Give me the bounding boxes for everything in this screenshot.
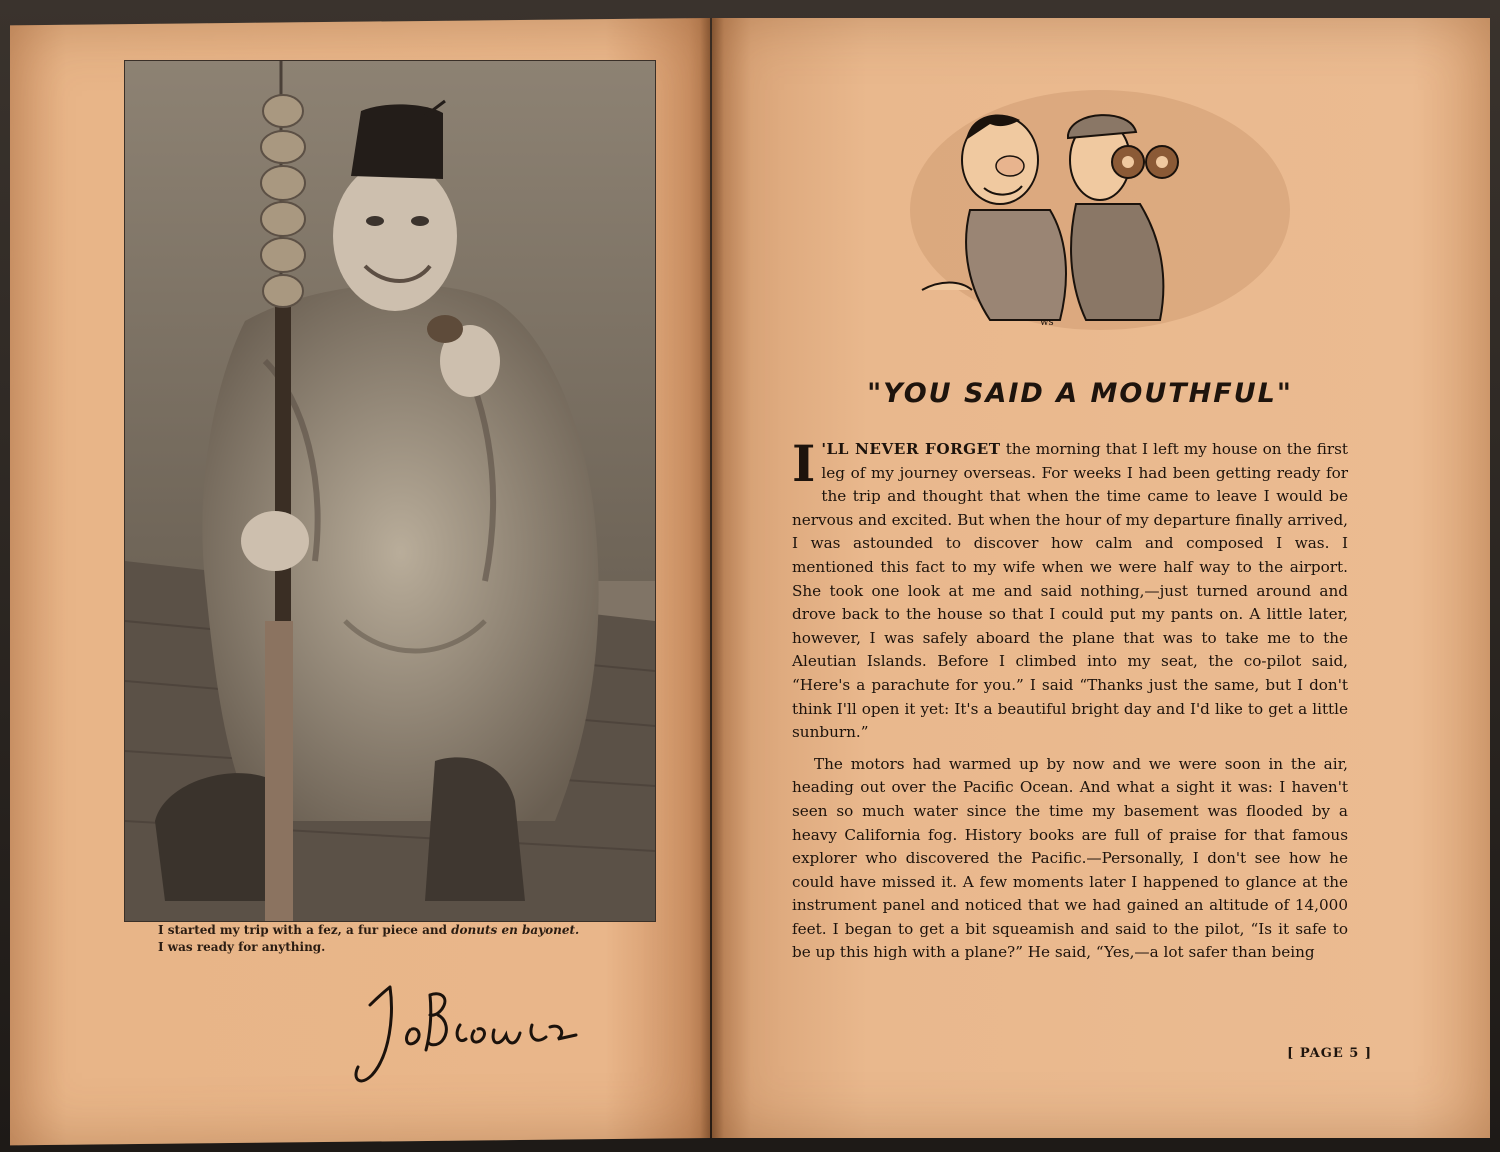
paragraph-1 [792,434,1348,745]
photo-illustration [125,61,655,921]
svg-text:ws: ws [1040,317,1054,328]
caption-line1-text: I started my trip with a fez, a fur piece and [158,923,452,937]
signature-icon [350,975,610,1095]
caption-line1-italic: donuts en bayonet. [451,923,580,937]
photograph [124,60,656,922]
cartoon-illustration [900,80,1380,340]
article-body [792,434,1348,973]
book-gutter [700,18,724,1138]
photo-caption [158,922,618,956]
signature [350,975,610,1095]
page-number: [ PAGE 5 ] [1287,1046,1372,1061]
lead-in: 'LL NEVER FORGET [821,440,1001,458]
caption-line2: I was ready for anything. [158,940,326,954]
article-headline: "YOU SAID A MOUTHFUL" [867,378,1293,409]
drop-cap: I [792,434,816,493]
paragraph-1-text: the morning that I left my house on the first leg of my journey overseas. For weeks I had been getting ready for the trip and thought that when the time came to leave I would be nervous and excited. But when the hour of my departure finally arrived, I was astounded to discover how calm and composed I was. I mentioned this fact to my wife when we were half way to the airport. She took one look at me and said nothing,—just turned around and drove back to the house so that I could put my pants on. A little later, however, I was safely aboard the plane that was to take me to the Aleutian Islands. Before I climbed into my seat, the co-pilot said, “Here's a parachute for you.” I said “Thanks just the same, but I don't think I'll open it yet: It's a beautiful bright day and I'd like to get a little sunburn.” [792,440,1348,742]
cartoon-icon [900,80,1380,340]
paragraph-2: The motors had warmed up by now and we were soon in the air, heading out over the Pacific Ocean. And what a sight it was: I haven't seen so much water since the time my basement was flooded by a heavy California fog. History books are full of praise for that famous explorer who discovered the Pacific.—Personally, I don't see how he could have missed it. A few moments later I happened to glance at the instrument panel and noticed that we had gained an altitude of 14,000 feet. I began to get a bit squeamish and said to the pilot, “Is it safe to be up this high with a plane?” He said, “Yes,—a lot safer than being [792,754,1348,962]
